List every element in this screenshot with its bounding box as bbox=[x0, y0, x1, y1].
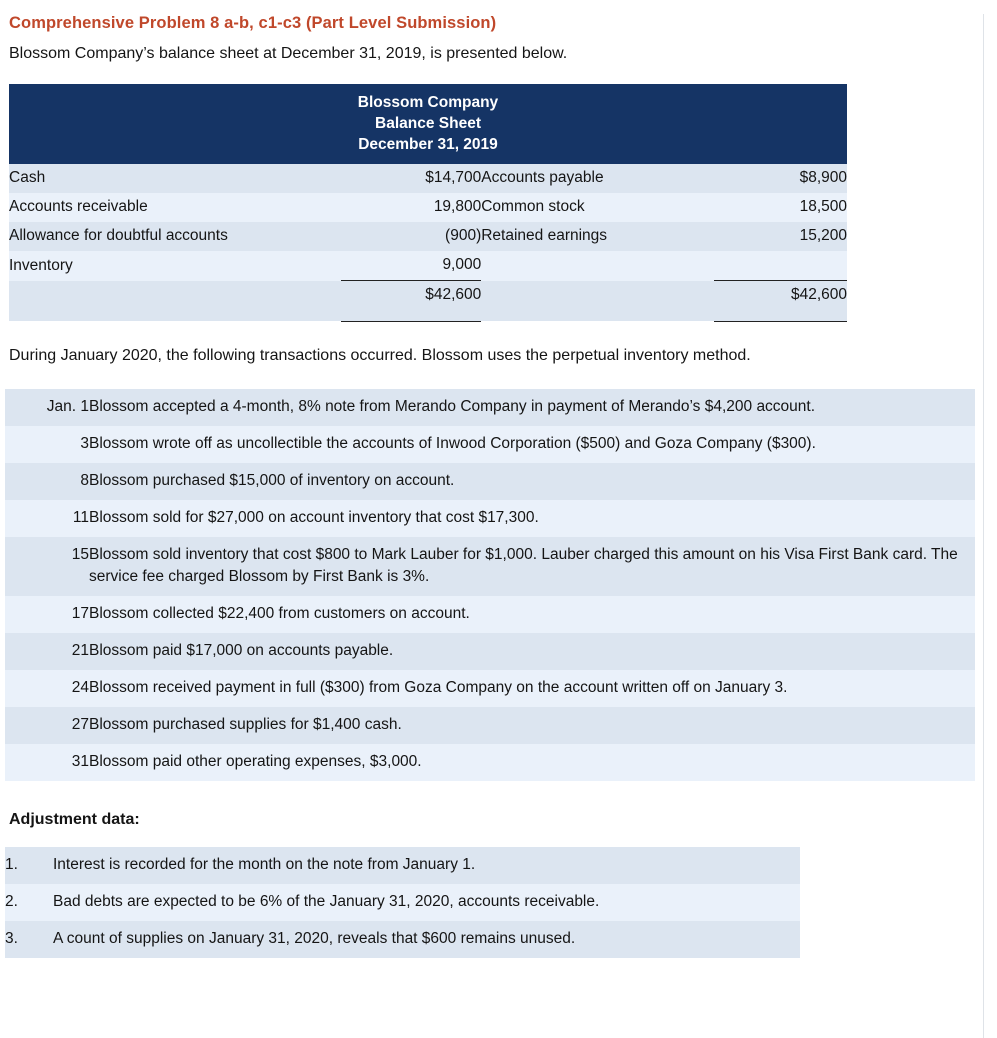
transaction-description: Blossom sold for $27,000 on account inventory that cost $17,300. bbox=[89, 500, 975, 537]
table-row bbox=[5, 463, 975, 500]
asset-label: Inventory bbox=[9, 251, 341, 281]
page-title: Comprehensive Problem 8 a-b, c1-c3 (Part Level Submission) bbox=[9, 14, 497, 32]
transactions-intro: During January 2020, the following transactions occurred. Blossom uses the perpetual inventory method. bbox=[9, 346, 751, 364]
asset-label: Allowance for doubtful accounts bbox=[9, 222, 341, 251]
liability-amount: 18,500 bbox=[714, 193, 847, 222]
table-row bbox=[5, 389, 975, 426]
adjustment-number: 3. bbox=[5, 921, 53, 958]
adjustment-text: A count of supplies on January 31, 2020, reveals that $600 remains unused. bbox=[53, 921, 800, 958]
table-row bbox=[5, 633, 975, 670]
liabilities-total: $42,600 bbox=[714, 281, 847, 311]
liability-label: Accounts payable bbox=[481, 164, 714, 193]
transaction-date: 11 bbox=[5, 500, 89, 537]
liability-amount: $8,900 bbox=[714, 164, 847, 193]
transaction-description: Blossom purchased $15,000 of inventory on account. bbox=[89, 463, 975, 500]
assets-total: $42,600 bbox=[341, 281, 482, 311]
adjustment-data-table bbox=[5, 847, 800, 958]
balance-sheet bbox=[9, 84, 847, 322]
liability-amount: 15,200 bbox=[714, 222, 847, 251]
rule-spacer-mid bbox=[481, 310, 714, 321]
transaction-date: 24 bbox=[5, 670, 89, 707]
transaction-description: Blossom paid other operating expenses, $3,000. bbox=[89, 744, 975, 781]
intro-text: Blossom Company’s balance sheet at December 31, 2019, is presented below. bbox=[9, 45, 568, 62]
transaction-description: Blossom sold inventory that cost $800 to Mark Lauber for $1,000. Lauber charged this amount on his Visa First Bank card. The service fee charged Blossom by First Bank is 3%. bbox=[89, 537, 975, 596]
transaction-date: 15 bbox=[5, 537, 89, 596]
adjustment-number: 2. bbox=[5, 884, 53, 921]
company-name: Blossom Company bbox=[357, 94, 499, 111]
transaction-description: Blossom received payment in full ($300) from Goza Company on the account written off on January 3. bbox=[89, 670, 975, 707]
statement-name: Balance Sheet bbox=[375, 115, 481, 132]
balance-sheet-table bbox=[9, 164, 847, 322]
adjustment-data-title: Adjustment data: bbox=[9, 810, 140, 828]
totals-spacer-mid bbox=[481, 281, 714, 311]
transaction-date: 8 bbox=[5, 463, 89, 500]
asset-label: Accounts receivable bbox=[9, 193, 341, 222]
table-row-totals bbox=[9, 281, 847, 311]
list-item bbox=[5, 921, 800, 958]
table-row bbox=[5, 744, 975, 781]
totals-spacer-left bbox=[9, 281, 341, 311]
transaction-date: 27 bbox=[5, 707, 89, 744]
table-row bbox=[5, 596, 975, 633]
problem-page bbox=[0, 14, 997, 958]
transaction-description: Blossom wrote off as uncollectible the accounts of Inwood Corporation ($500) and Goza Company ($300). bbox=[89, 426, 975, 463]
table-row bbox=[9, 193, 847, 222]
liabilities-double-rule bbox=[714, 310, 847, 321]
table-row-double-rule bbox=[9, 310, 847, 321]
table-row bbox=[5, 670, 975, 707]
adjustment-text: Interest is recorded for the month on the note from January 1. bbox=[53, 847, 800, 884]
transaction-date: 3 bbox=[5, 426, 89, 463]
liability-label bbox=[481, 251, 714, 281]
page-right-divider bbox=[983, 14, 984, 1038]
transaction-date: 31 bbox=[5, 744, 89, 781]
table-row bbox=[5, 537, 975, 596]
table-row bbox=[9, 222, 847, 251]
table-row bbox=[9, 164, 847, 193]
asset-amount: $14,700 bbox=[341, 164, 482, 193]
list-item bbox=[5, 847, 800, 884]
transaction-date: 21 bbox=[5, 633, 89, 670]
liability-label: Retained earnings bbox=[481, 222, 714, 251]
list-item bbox=[5, 884, 800, 921]
transaction-date: Jan. 1 bbox=[5, 389, 89, 426]
asset-amount: 9,000 bbox=[341, 251, 482, 281]
adjustment-number: 1. bbox=[5, 847, 53, 884]
transaction-description: Blossom paid $17,000 on accounts payable. bbox=[89, 633, 975, 670]
table-row bbox=[5, 500, 975, 537]
transactions-table bbox=[5, 389, 975, 781]
adjustment-text: Bad debts are expected to be 6% of the January 31, 2020, accounts receivable. bbox=[53, 884, 800, 921]
transaction-description: Blossom collected $22,400 from customers on account. bbox=[89, 596, 975, 633]
assets-double-rule bbox=[341, 310, 482, 321]
transaction-date: 17 bbox=[5, 596, 89, 633]
table-row bbox=[5, 426, 975, 463]
asset-amount: (900) bbox=[341, 222, 482, 251]
rule-spacer-left bbox=[9, 310, 341, 321]
asset-amount: 19,800 bbox=[341, 193, 482, 222]
transaction-description: Blossom accepted a 4-month, 8% note from Merando Company in payment of Merando’s $4,200 account. bbox=[89, 389, 975, 426]
table-row bbox=[9, 251, 847, 281]
liability-label: Common stock bbox=[481, 193, 714, 222]
transaction-description: Blossom purchased supplies for $1,400 cash. bbox=[89, 707, 975, 744]
statement-date: December 31, 2019 bbox=[358, 136, 498, 153]
table-row bbox=[5, 707, 975, 744]
balance-sheet-header bbox=[9, 84, 847, 164]
asset-label: Cash bbox=[9, 164, 341, 193]
liability-amount bbox=[714, 251, 847, 281]
